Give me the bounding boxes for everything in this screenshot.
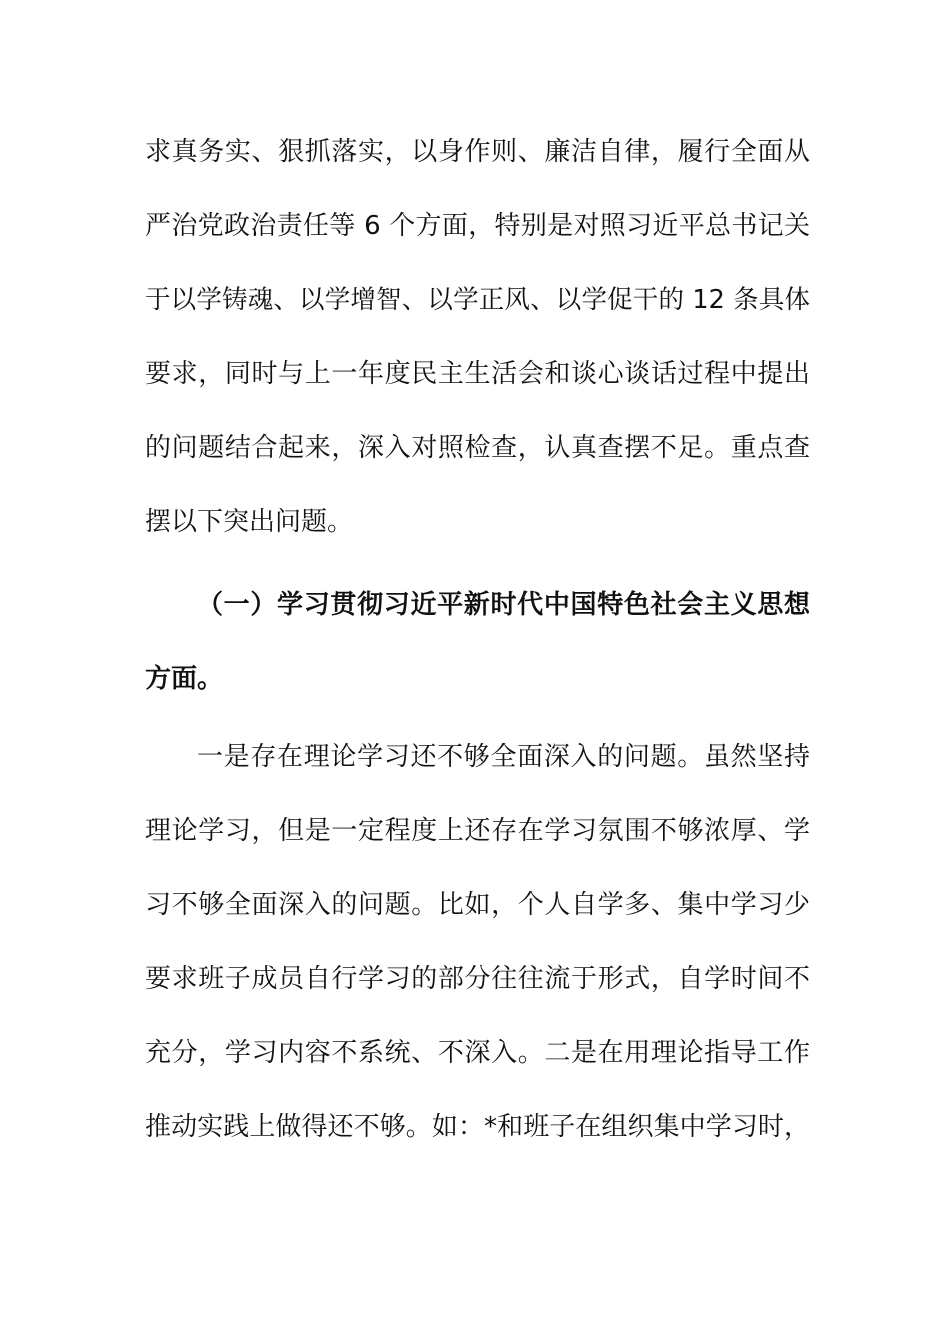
paragraph-2-line-6: 推动实践上做得还不够。如：*和班子在组织集中学习时， [145,1112,810,1142]
paragraph-1-line-2: 严治党政治责任等 6 个方面，特别是对照习近平总书记关 [145,211,810,241]
paragraph-2-line-5: 充分，学习内容不系统、不深入。二是在用理论指导工作 [145,1038,810,1068]
paragraph-2-line-4: 要求班子成员自行学习的部分往往流于形式，自学时间不 [145,964,810,994]
paragraph-2-line-2: 理论学习，但是一定程度上还存在学习氛围不够浓厚、学 [145,816,810,846]
paragraph-2-line-1: 一是存在理论学习还不够全面深入的问题。虽然坚持 [197,742,810,772]
paragraph-2-line-3: 习不够全面深入的问题。比如，个人自学多、集中学习少 [145,890,810,920]
section-heading-line-1: （一）学习贯彻习近平新时代中国特色社会主义思想 [197,590,810,620]
paragraph-1-line-6: 摆以下突出问题。 [145,507,354,537]
paragraph-1-line-1: 求真务实、狠抓落实，以身作则、廉洁自律，履行全面从 [145,137,810,167]
paragraph-1-line-3: 于以学铸魂、以学增智、以学正风、以学促干的 12 条具体 [145,285,810,315]
paragraph-1-line-5: 的问题结合起来，深入对照检查，认真查摆不足。重点查 [145,433,810,463]
section-heading-line-2: 方面。 [145,664,224,694]
paragraph-1-line-4: 要求，同时与上一年度民主生活会和谈心谈话过程中提出 [145,359,810,389]
